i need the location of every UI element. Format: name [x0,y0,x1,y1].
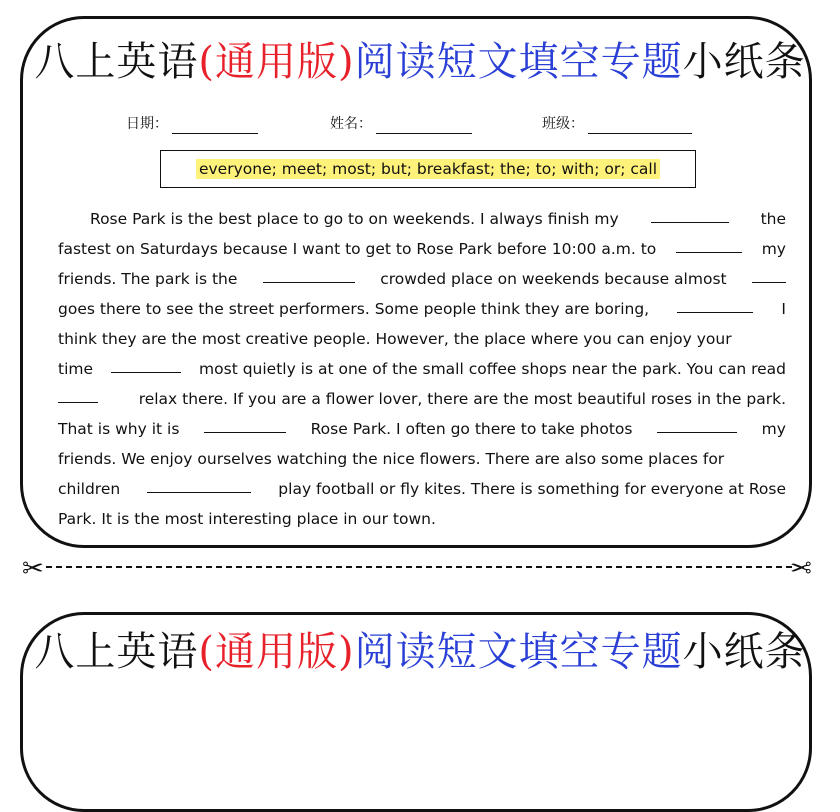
word-bank [160,150,696,188]
passage-line: That is why it is Rose Park. I often go there to take photos my [58,414,786,444]
class-field: 班级： [542,114,692,134]
answer-blank[interactable] [677,294,753,313]
passage-line: Rose Park is the best place to go to on weekends. I always finish my the [58,204,786,234]
passage-line: goes there to see the street performers. Some people think they are boring, I [58,294,786,324]
name-blank[interactable] [376,119,472,134]
passage-line: children play football or fly kites. There is something for everyone at Rose [58,474,786,504]
cut-line [46,566,792,568]
answer-blank[interactable] [752,264,786,283]
word-bank-text: everyone; meet; most; but; breakfast; the; to; with; or; call [196,159,660,179]
class-blank[interactable] [588,119,692,134]
worksheet-title: 八上英语(通用版)阅读短文填空专题小纸条 [34,39,806,85]
scissors-icon: ✂ [22,554,44,584]
answer-blank[interactable] [58,384,98,403]
answer-blank[interactable] [651,204,729,223]
answer-blank[interactable] [263,264,355,283]
answer-blank[interactable] [657,414,737,433]
date-field: 日期： [126,114,258,134]
passage-line: time most quietly is at one of the small coffee shops near the park. You can read [58,354,786,384]
answer-blank[interactable] [111,354,181,373]
scissors-icon: ✂ [790,554,812,584]
passage-line: think they are the most creative people. However, the place where you can enjoy your [58,330,732,348]
answer-blank[interactable] [204,414,286,433]
passage-line: relax there. If you are a flower lover, there are the most beautiful roses in the park. [58,384,786,414]
passage-line: fastest on Saturdays because I want to get to Rose Park before 10:00 a.m. to my [58,234,786,264]
passage-line: friends. We enjoy ourselves watching the nice flowers. There are also some places for [58,450,725,468]
answer-blank[interactable] [147,474,251,493]
passage-line: Park. It is the most interesting place in our town. [58,510,436,528]
answer-blank[interactable] [676,234,742,253]
date-blank[interactable] [172,119,258,134]
passage-line: friends. The park is the crowded place on weekends because almost [58,264,786,294]
name-field: 姓名： [330,114,472,134]
passage [58,204,786,534]
worksheet-title-next: 八上英语(通用版)阅读短文填空专题小纸条 [34,629,806,675]
